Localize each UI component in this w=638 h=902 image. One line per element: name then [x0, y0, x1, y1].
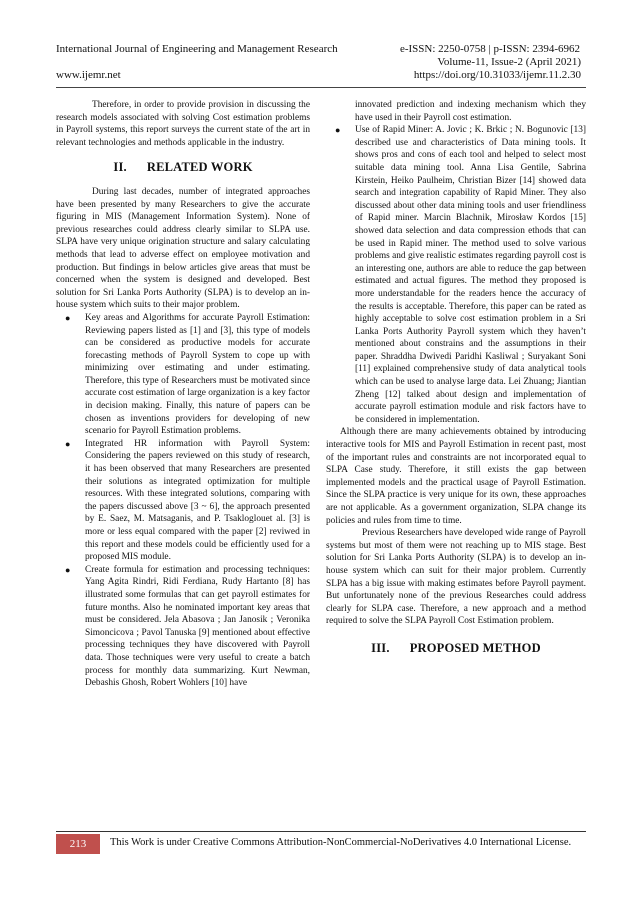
- list-item-continued: innovated prediction and indexing mechanism which they have used in their Payroll cost estimation.: [355, 100, 586, 123]
- list-item: ● Key areas and Algorithms for accurate Payroll Estimation: Reviewing papers listed as [1] and [3], this type of models can be considered as productive models for accurate forecasting methods of Payroll System to cope up with minimizing over estimating and under estimating. Therefore, this type of Researchers must be motivated since accurate cost estimation of large organization is a key factor in decision making. Finally, this nature of papers can be chosen as inventions providers for developing of new scenario for Payroll Estimation problems.: [65, 312, 310, 437]
- list-item: ● Integrated HR information with Payroll System: Considering the papers reviewed on this study of research, it has been observed that many Researchers are presented their solutions as integrated optimization for multiple resources. With these integrated solutions, comparing with the papers discussed above [3 ~ 6], the approach presented by E. Saez, M. Matsaganis, and P. Tsakloglouet al. [3] is more or less equal compared with the paper [2] reviwed in this report and these models could be efficiently used for a proposed MIS module.: [65, 438, 310, 563]
- bullet-icon: ●: [65, 564, 71, 575]
- journal-name: International Journal of Engineering and Management Research: [56, 43, 338, 55]
- left-column: [56, 99, 310, 690]
- footer-divider: [56, 831, 586, 832]
- related-work-list: [56, 312, 310, 690]
- website-link[interactable]: www.ijemr.net: [56, 69, 121, 81]
- page-header: [0, 0, 638, 90]
- bullet-icon: ●: [65, 438, 71, 449]
- section-heading-related-work: [56, 161, 310, 174]
- doi-link[interactable]: https://doi.org/10.31033/ijemr.11.2.30: [413, 69, 581, 81]
- intro-paragraph: Therefore, in order to provide provision in discussing the research models associated with solving Cost estimation problems in Payroll systems, this report surveys the current state of the art in relevant technologies and methods applicable in the industry.: [56, 100, 310, 148]
- related-work-paragraph: During last decades, number of integrated approaches have been presented by many Researchers to give the accurate figuring in MIS (Management Information System). None of previous researches could address clearly similar to SLPA use. SLPA have very unique origination structure and salary calculating methods that lead to adverse effect on employee motivation and production. But findings in below articles give areas that must be concerned when the system is designed and developed. Best solution for Sri Lanka Ports Authority (SLPA) is to develop an in-house system which suits to their major problem.: [56, 186, 310, 311]
- previous-research-paragraph: Previous Researchers have developed wide range of Payroll systems but most of them were not reaching up to MIS stage. Best solution for Sri Lanka Ports Authority (SLPA) is to develop an in-house system which can suit for their major problem. Currently SLPA has a big issue with making estimates before Payroll payment. But unfortunately none of the previous Researches could address clearly for SLPA case. Therefore, a new approach and a method required to solve the SLPA Payroll Cost Estimation problem.: [326, 528, 586, 627]
- bullet-icon: ●: [65, 312, 71, 323]
- section-number: III.: [371, 640, 390, 655]
- license-text: This Work is under Creative Commons Attribution-NonCommercial-NoDerivatives 4.0 International License.: [110, 837, 572, 848]
- section-heading-proposed-method: [326, 642, 586, 655]
- bullet-icon: ●: [335, 125, 341, 136]
- volume-info: Volume-11, Issue-2 (April 2021): [437, 56, 581, 68]
- continued-list: [326, 99, 586, 426]
- issn-info: e-ISSN: 2250-0758 | p-ISSN: 2394-6962: [399, 43, 580, 55]
- section-title: RELATED WORK: [146, 160, 253, 175]
- gap-paragraph: Although there are many achievements obtained by introducing interactive tools for MIS and Payroll Estimation in recent past, most of the important rules and constraints are not incorporated equal to SLPA Case study. Therefore, it still exists the gap between implemented models and the practical usage of Payroll Estimation. Since the SLPA practice is very unique for its own, these approaches are not applicable. As a government organization, SLPA change its policies and rules from time to time.: [326, 427, 586, 526]
- right-column: [326, 99, 586, 667]
- list-item: ● Create formula for estimation and processing techniques: Yang Agita Rindri, Ridi Ferdiana, Rudy Hartanto [8] has illustrated some formulas that can get payroll estimates for future months. Also he nominated important key areas that must be considered. Jela Abasova ; Jan Janosik ; Veronika Simoncicova ; Pavol Tanuska [9] mentioned about effective processing techniques they have discovered with Payroll data. Those techniques were very useful to create a batch process for monthly data summarizing. Kurt Newman, Debashis Ghosh, Robert Wohlers [10] have: [65, 564, 310, 689]
- page-number-badge: 213: [56, 834, 100, 854]
- list-item: ● Use of Rapid Miner: A. Jovic ; K. Brkic ; N. Bogunovic [13] described use and characteristics of Data mining tools. It shows pros and cons of each tool and helped to select most suitable data mining tool. Anna Lisa Gentile, Sabrina Kirstein, Heiko Paulheim, Christian Bizer [14] showed data search and integration capability of Rapid Miner. They also discussed about other data mining tools and user friendliness of Rapid miner. Marcin Blachnik, Mirosław Kordos [15] showed data selection and data compression ethods that can be used in Rapid miner. The method used to solve various problems and give realistic estimates regarding payroll cost is an interesting one, authors are able to reduce the gap between estimated and actual figures. The method they proposed is more understandable for the readers hence the accuracy of the results is acceptable. Therefore, this paper can be rated as highly acceptable to solve cost estimation problem in a Sri Lanka Ports Authority Payroll system which they haven’t mentioned about constrains and the assumptions in their paper. Shraddha Dwivedi Paridhi Kasliwal ; Suryakant Soni [11] explained comprehensive study of data analytical tools which can be used to analyse large data. Lei Zhuang; Jiantian Zheng [12] talked about design and implementation of accurate payroll estimation module and risk factors have to be considered in implementation.: [335, 125, 586, 425]
- section-number: II.: [113, 160, 127, 175]
- header-divider: [56, 87, 586, 88]
- section-title: PROPOSED METHOD: [409, 640, 541, 655]
